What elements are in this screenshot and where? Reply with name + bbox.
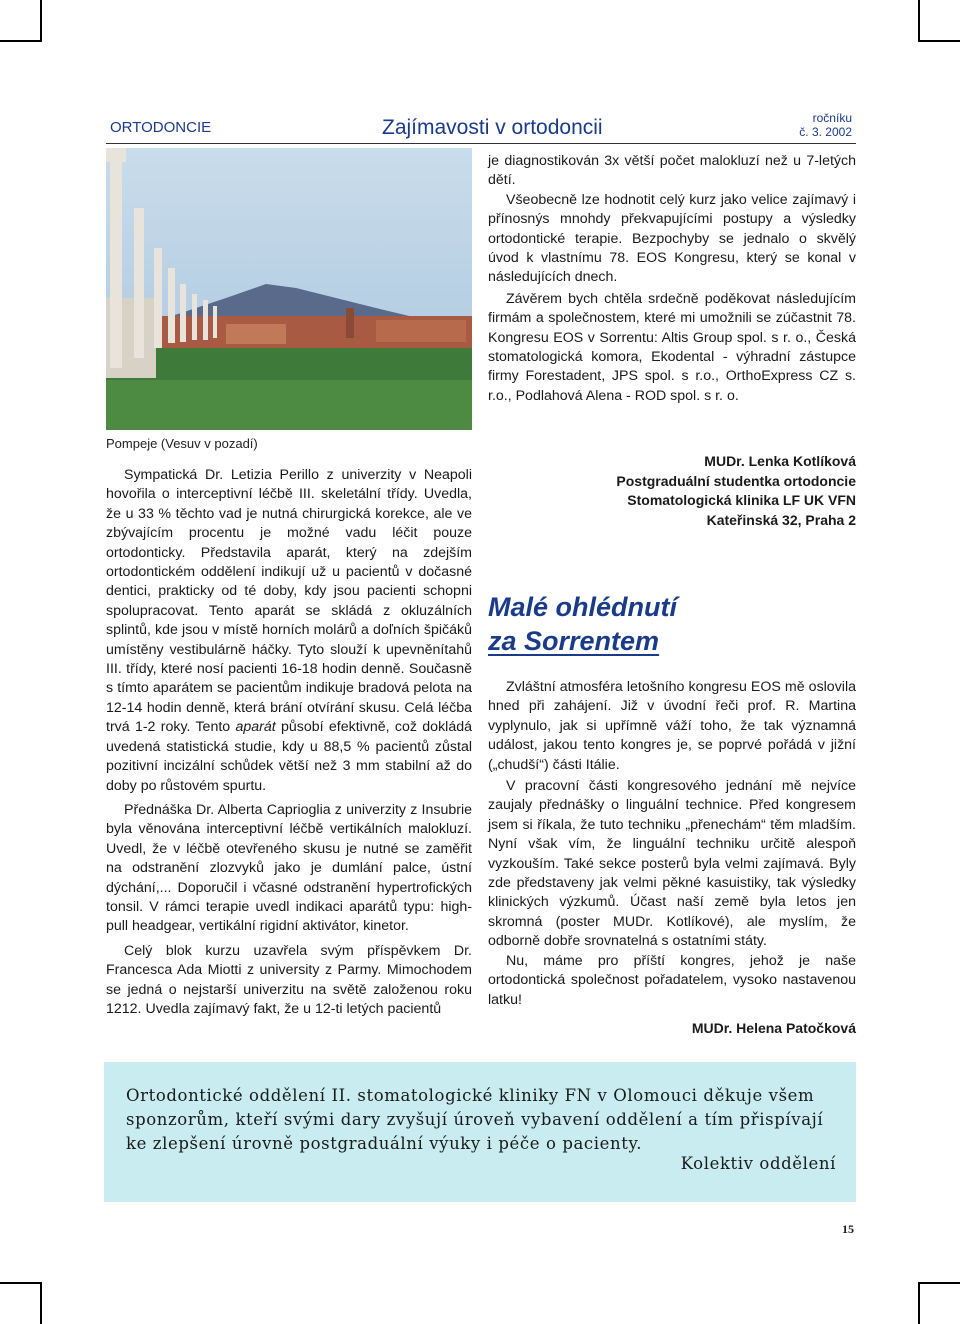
crop-mark-top-left-h — [0, 40, 42, 42]
issue-label — [799, 111, 852, 139]
article-title-line-1: Malé ohlédnutí — [488, 592, 677, 622]
article-title-line-2: za Sorrentem — [488, 626, 660, 656]
author-clinic: Stomatologická klinika LF UK VFN — [627, 492, 856, 508]
crop-mark-top-left-v — [40, 0, 42, 42]
author-name: MUDr. Lenka Kotlíková — [704, 453, 856, 469]
author-address: Kateřinská 32, Praha 2 — [706, 511, 856, 528]
crop-mark-bottom-left-h — [0, 1282, 42, 1284]
pompeii-photo-illustration — [106, 148, 472, 430]
article-paragraph-1: Zvláštní atmosféra letošního kongresu EOS mě oslovila hned při zahájení. Již v úvodní řeči prof. R. Martina vyplynulo, jak si upřímně váží toho, že tak významná událost, jakou tento kongres je, se poprvé pořádá v jižní („chudší“) části Itálie. — [488, 679, 856, 773]
article-paragraph-2: V pracovní části kongresového jednání mě nejvíce zaujaly přednášky o linguální technice. Před kongresem jsem si říkala, že tuto techniku „přenechám“ těm mladším. Nyní však vím, že linguální techniku určitě alespoň vyzkouším. Také sekce posterů byla velmi zajímavá. Byly zde představeny jak velmi pěkné kasuistiky, tak výsledky klinických výzkumů. Účast naší země byla letos jen skromná (poster MUDr. Kotlíkové), ale myslím, že odborně dobře srovnatelná s ostatními státy. — [488, 778, 856, 950]
author-role: Postgraduální studentka ortodoncie — [616, 472, 856, 489]
left-paragraph-1-text-a: Sympatická Dr. Letizia Perillo z univerzity v Neapoli hovořila o interceptivní léčbě III. skeletální třídy. Uvedla, že u 33 % těchto vad je nutná chirurgická korekce, ale ve zbývajícím procentu je možné vadu léčit pouze ortodonticky. Představila aparát, který na zdejším ortodontickém oddělení indikují už u pacientů v dočasné dentici, prakticky od té doby, kdy jsou pacienti schopni spolupracovat. Tento aparát se skládá z okluzálních splintů, kde jsou v místě horních molárů a doľních špičáků umístěny vestibulárně háčky. Tyto slouží k upevněnítahů III. třídy, které nosí pacienti 16-18 hodin denně. Současně s tímto aparátem se pacientům indikuje bradová pelota na 12-14 hodin denně, která brání otvírání skusu. Celá léčba trvá 1-2 roky. Tento — [106, 467, 472, 736]
article-title — [488, 590, 677, 658]
header-title: Zajímavosti v ortodoncii — [382, 116, 603, 139]
photo-caption: Pompeje (Vesuv v pozadí) — [106, 436, 258, 451]
right-paragraph-3: Závěrem bych chtěla srdečně poděkovat následujícím firmám a společnostem, které mi umožnili se zúčastnit 78. Kongresu EOS v Sorrentu: Altis Group spol. s r. o., Česká stomatologická komora, Ekodental - výhradní zástupce firmy Forestadent, JPS spol. s r.o., OrthoExpress CZ s. r.o., Podlahová Alena - ROD spol. s r. o. — [488, 290, 856, 404]
section-label: ORTODONCIE — [110, 119, 212, 136]
article-signature: MUDr. Helena Patočková — [691, 1020, 856, 1036]
sponsor-thanks-box — [104, 1062, 856, 1202]
crop-mark-top-right-h — [918, 40, 960, 42]
left-paragraph-2: Přednáška Dr. Alberta Capriogliа z univerzity z Insubrie byla věnována interceptivní léčbě vertikálních malokluzí. Uvedl, že v léčbě otevřeného skusu je nutné se zaměřit na odstranění zlozvyků jako je dumlání palce, ústní dýchání,... Doporučil i včasné odstranění hypertrofických tonsil. V rámci terapie uvedl indikaci aparátů typu: high-pull headgear, vertikální rigidní aktivátor, kinetor. — [106, 801, 472, 935]
crop-mark-bottom-right-v — [918, 1282, 920, 1324]
left-paragraph-3: Celý blok kurzu uzavřela svým příspěvkem Dr. Francesca Ada Miotti z university z Parmy. Mimochodem se jedná o nejstarší univerzitu na světě založenou roku 1212. Uvedla zajímavý fakt, že u 12-ti letých pacientů — [106, 942, 472, 1017]
page-number: 15 — [842, 1222, 854, 1236]
left-paragraph-1-emphasis: aparát — [235, 719, 276, 736]
pompeii-photo — [106, 148, 472, 430]
right-column-top — [488, 152, 856, 406]
left-paragraph-1-text-b: působí efektivně, což dokládá uvedená statistická studie, kdy u 88,5 % pacientů zůstal pozitivní incizální schůdek větší než 3 mm stabilní až do doby po růstovém spurtu. — [106, 719, 472, 794]
left-column — [106, 466, 472, 1019]
sponsor-thanks-text: Ortodontické oddělení II. stomatologické kliniky FN v Olomouci děkuje všem sponzorům, kteří svými dary zvyšují úroveň vybavení oddělení a tím přispívají ke zlepšení úrovně postgraduální výuky i péče o pacienty. — [126, 1086, 824, 1153]
left-paragraph-1 — [106, 466, 472, 796]
issue-line-1: ročníku — [812, 111, 852, 125]
article-paragraph-3: Nu, máme pro příští kongres, jehož je naše ortodontická společnost pořadatelem, vysoko nastavenou latku! — [488, 952, 856, 1008]
issue-line-2: č. 3. 2002 — [799, 125, 852, 139]
crop-mark-bottom-right-h — [918, 1282, 960, 1284]
crop-mark-top-right-v — [918, 0, 920, 42]
right-paragraph-1: je diagnostikován 3x větší počet malokluzí než u 7-letých dětí. — [488, 153, 856, 189]
crop-mark-bottom-left-v — [40, 1282, 42, 1324]
article-body — [488, 678, 856, 1010]
author-block — [560, 452, 856, 530]
right-paragraph-2: Všeobecně lze hodnotit celý kurz jako velice zajímavý i přínosnýs mnohdy překvapujícími postupy a výsledky ortodontické terapie. Bezpochyby se jednalo o skvělý úvod k vlastnímu 78. EOS Kongresu, který se konal v následujících dnech. — [488, 191, 856, 286]
sponsor-thanks-signature: Kolektiv oddělení — [680, 1154, 836, 1173]
page-header — [106, 103, 856, 144]
